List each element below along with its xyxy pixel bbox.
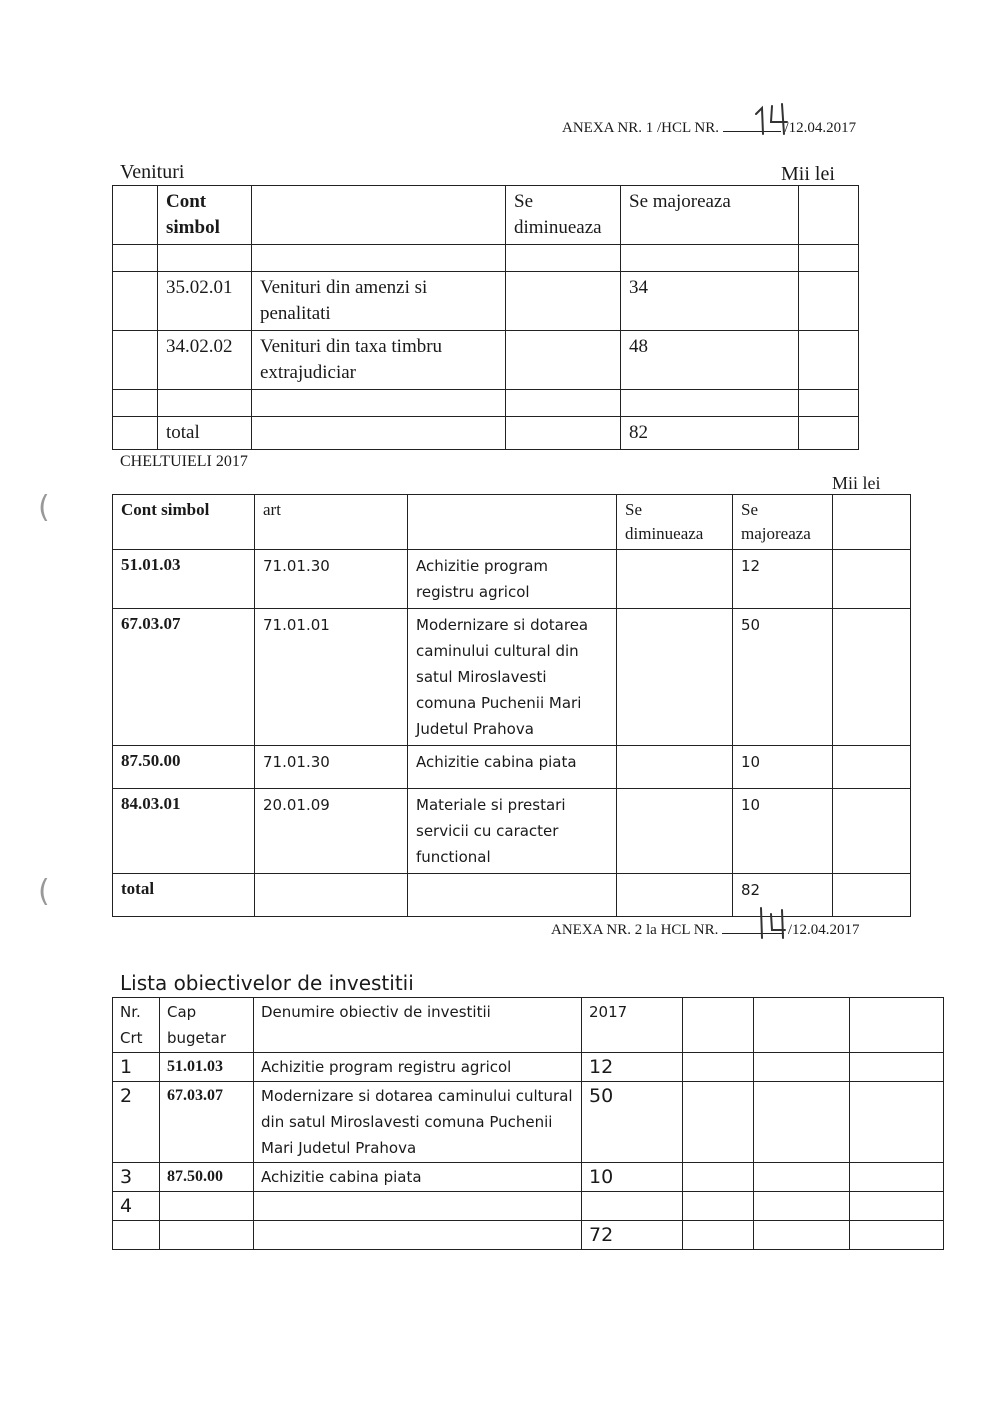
- table-cell: [850, 1053, 944, 1082]
- table-cell: [408, 495, 617, 550]
- venituri-unit: Mii lei: [781, 163, 835, 185]
- table-cell: [850, 1221, 944, 1250]
- table-cell: [506, 245, 621, 272]
- table-cell: [833, 495, 911, 550]
- table-cell: [683, 1192, 754, 1221]
- annex2-date: /12.04.2017: [787, 922, 860, 938]
- venituri-table: [112, 185, 859, 450]
- cheltuieli-unit: Mii lei: [832, 473, 881, 493]
- investitii-denumire: Achizitie program registru agricol: [254, 1053, 582, 1082]
- investitii-header-row: [113, 998, 944, 1053]
- investitii-header-2017: 2017: [582, 998, 683, 1053]
- table-cell: [754, 1192, 850, 1221]
- table-cell: [754, 1053, 850, 1082]
- table-cell: [254, 1221, 582, 1250]
- investitii-cap: 51.01.03: [160, 1053, 254, 1082]
- margin-mark: (: [38, 490, 50, 525]
- venituri-cont: 34.02.02: [158, 331, 252, 390]
- table-cell: [252, 417, 506, 450]
- cheltuieli-cont: 84.03.01: [113, 789, 255, 874]
- margin-mark: (: [38, 874, 50, 909]
- investitii-cap: 67.03.07: [160, 1082, 254, 1163]
- investitii-2017: 10: [582, 1163, 683, 1192]
- cheltuieli-header-se-majoreaza: Se majoreaza: [733, 495, 833, 550]
- venituri-majoreaza: 48: [621, 331, 799, 390]
- table-cell: [158, 245, 252, 272]
- table-cell: [506, 331, 621, 390]
- venituri-cont: 35.02.01: [158, 272, 252, 331]
- table-row: [113, 1082, 944, 1163]
- table-cell: [683, 998, 754, 1053]
- investitii-nr: 2: [113, 1082, 160, 1163]
- table-cell: [113, 272, 158, 331]
- investitii-title: Lista obiectivelor de investitii: [120, 971, 414, 995]
- table-cell: [621, 245, 799, 272]
- table-row: [113, 746, 911, 789]
- investitii-total-row: [113, 1221, 944, 1250]
- table-cell: [617, 609, 733, 746]
- table-cell: [799, 331, 859, 390]
- venituri-total-row: [113, 417, 859, 450]
- cheltuieli-total-label: total: [113, 874, 255, 917]
- cheltuieli-header-art: art: [255, 495, 408, 550]
- table-row: [113, 331, 859, 390]
- table-cell: [683, 1221, 754, 1250]
- table-cell: [617, 874, 733, 917]
- investitii-nr: 4: [113, 1192, 160, 1221]
- table-cell: [506, 417, 621, 450]
- table-cell: [850, 1082, 944, 1163]
- annex1-date: /12.04.2017: [784, 120, 857, 136]
- table-cell: [113, 1221, 160, 1250]
- table-cell: [255, 874, 408, 917]
- cheltuieli-table: [112, 494, 911, 917]
- table-row: [113, 1163, 944, 1192]
- table-cell: [833, 550, 911, 609]
- cheltuieli-title: CHELTUIELI 2017: [120, 453, 248, 470]
- table-cell: [160, 1221, 254, 1250]
- table-row: [113, 272, 859, 331]
- investitii-cap: 87.50.00: [160, 1163, 254, 1192]
- cheltuieli-total-value: 82: [733, 874, 833, 917]
- table-row: [113, 550, 911, 609]
- cheltuieli-header-cont-simbol: Cont simbol: [113, 495, 255, 550]
- venituri-header-row: [113, 186, 859, 245]
- venituri-majoreaza: 34: [621, 272, 799, 331]
- investitii-denumire: Modernizare si dotarea caminului cultural din satul Miroslavesti comuna Puchenii Mari Judetul Prahova: [254, 1082, 582, 1163]
- table-cell: [683, 1163, 754, 1192]
- venituri-header-cell: [252, 186, 506, 245]
- table-row: [113, 245, 859, 272]
- table-cell: [252, 390, 506, 417]
- table-cell: [683, 1082, 754, 1163]
- cheltuieli-header-row: [113, 495, 911, 550]
- cheltuieli-majoreaza: 12: [733, 550, 833, 609]
- cheltuieli-cont: 51.01.03: [113, 550, 255, 609]
- cheltuieli-art: 71.01.30: [255, 550, 408, 609]
- table-row: [113, 789, 911, 874]
- table-cell: [799, 272, 859, 331]
- table-cell: [252, 245, 506, 272]
- table-cell: [158, 390, 252, 417]
- table-cell: [113, 245, 158, 272]
- annex2-header: [551, 921, 891, 951]
- cheltuieli-description: Achizitie cabina piata: [408, 746, 617, 789]
- investitii-nr: 1: [113, 1053, 160, 1082]
- investitii-2017: 12: [582, 1053, 683, 1082]
- venituri-description: Venituri din taxa timbru extrajudiciar: [252, 331, 506, 390]
- cheltuieli-description: Modernizare si dotarea caminului cultural din satul Miroslavesti comuna Puchenii Mari Judetul Prahova: [408, 609, 617, 746]
- table-cell: [833, 609, 911, 746]
- table-cell: [850, 1163, 944, 1192]
- investitii-denumire: Achizitie cabina piata: [254, 1163, 582, 1192]
- investitii-total-value: 72: [582, 1221, 683, 1250]
- venituri-header-se-majoreaza: Se majoreaza: [621, 186, 799, 245]
- annex2-handwritten-number: [752, 904, 802, 947]
- cheltuieli-cont: 67.03.07: [113, 609, 255, 746]
- venituri-header-se-diminueaza: Se diminueaza: [506, 186, 621, 245]
- table-row: [113, 1192, 944, 1221]
- table-cell: [621, 390, 799, 417]
- investitii-header-nr-crt: Nr. Crt: [113, 998, 160, 1053]
- table-cell: [799, 417, 859, 450]
- table-cell: [617, 550, 733, 609]
- investitii-2017: 50: [582, 1082, 683, 1163]
- venituri-total-value: 82: [621, 417, 799, 450]
- cheltuieli-description: Achizitie program registru agricol: [408, 550, 617, 609]
- table-cell: [617, 746, 733, 789]
- cheltuieli-majoreaza: 10: [733, 746, 833, 789]
- cheltuieli-art: 20.01.09: [255, 789, 408, 874]
- investitii-table: [112, 997, 944, 1250]
- table-cell: [408, 874, 617, 917]
- venituri-header-cont-simbol: Cont simbol: [158, 186, 252, 245]
- table-cell: [754, 998, 850, 1053]
- annex1-handwritten-number: [752, 100, 802, 143]
- cheltuieli-art: 71.01.30: [255, 746, 408, 789]
- table-cell: [799, 390, 859, 417]
- table-cell: [254, 1192, 582, 1221]
- table-cell: [113, 417, 158, 450]
- table-cell: [754, 1221, 850, 1250]
- cheltuieli-majoreaza: 10: [733, 789, 833, 874]
- table-cell: [754, 1082, 850, 1163]
- cheltuieli-art: 71.01.01: [255, 609, 408, 746]
- venituri-header-cell: [113, 186, 158, 245]
- table-cell: [850, 998, 944, 1053]
- table-cell: [833, 874, 911, 917]
- table-row: [113, 1053, 944, 1082]
- table-cell: [582, 1192, 683, 1221]
- table-cell: [617, 789, 733, 874]
- annex2-prefix: ANEXA NR. 2 la HCL NR.: [551, 922, 719, 938]
- table-cell: [850, 1192, 944, 1221]
- investitii-header-cap-bugetar: Cap bugetar: [160, 998, 254, 1053]
- table-cell: [113, 331, 158, 390]
- table-cell: [113, 390, 158, 417]
- cheltuieli-cont: 87.50.00: [113, 746, 255, 789]
- cheltuieli-majoreaza: 50: [733, 609, 833, 746]
- table-cell: [754, 1163, 850, 1192]
- table-cell: [506, 272, 621, 331]
- table-row: [113, 390, 859, 417]
- table-cell: [833, 789, 911, 874]
- table-cell: [833, 746, 911, 789]
- table-cell: [506, 390, 621, 417]
- venituri-title: Venituri: [120, 161, 185, 183]
- investitii-header-denumire: Denumire obiectiv de investitii: [254, 998, 582, 1053]
- cheltuieli-header-se-diminueaza: Se diminueaza: [617, 495, 733, 550]
- venituri-description: Venituri din amenzi si penalitati: [252, 272, 506, 331]
- annex1-header: [562, 119, 892, 149]
- table-cell: [160, 1192, 254, 1221]
- venituri-total-label: total: [158, 417, 252, 450]
- venituri-header-cell: [799, 186, 859, 245]
- table-cell: [683, 1053, 754, 1082]
- annex1-prefix: ANEXA NR. 1 /HCL NR.: [562, 120, 719, 136]
- table-cell: [799, 245, 859, 272]
- investitii-nr: 3: [113, 1163, 160, 1192]
- table-row: [113, 609, 911, 746]
- cheltuieli-description: Materiale si prestari servicii cu caracter functional: [408, 789, 617, 874]
